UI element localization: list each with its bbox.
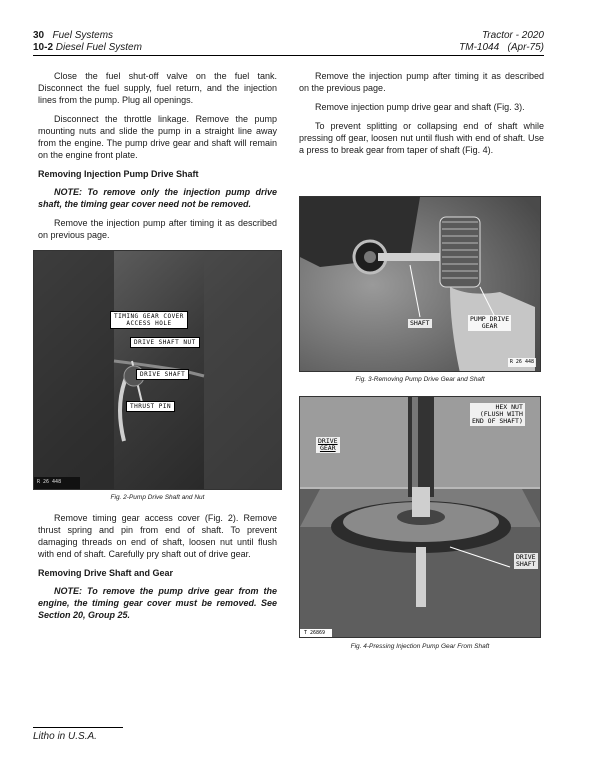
paragraph: Disconnect the throttle linkage. Remove the pump mounting nuts and slide the pump in a straight line away from the engine. The pump drive gear and shaft will remain on the engine front plate. [38, 114, 277, 160]
paragraph: Close the fuel shut-off valve on the fuel tank. Disconnect the fuel supply, fuel return, and the injection lines from the pump. Plug all openings. [38, 71, 277, 105]
figure-code: T 26869 [304, 630, 326, 636]
header-right [459, 30, 544, 54]
footer-text: Litho in U.S.A. [33, 731, 97, 742]
label-drive-shaft-nut: DRIVE SHAFT NUT [130, 337, 200, 348]
paragraph: Remove the injection pump after timing it as described on previous page. [38, 218, 277, 240]
header-left [33, 30, 142, 54]
figure-2-caption: Fig. 2-Pump Drive Shaft and Nut [110, 494, 205, 501]
note: NOTE: To remove only the injection pump drive shaft, the timing gear cover need not be removed. [38, 187, 277, 209]
label-timing-gear-cover: TIMING GEAR COVER ACCESS HOLE [110, 311, 188, 329]
figure-code: R 26 448 [37, 479, 62, 485]
label-thrust-pin: THRUST PIN [126, 401, 175, 412]
header-rule [33, 55, 544, 56]
figure-3-photo [299, 196, 541, 372]
figure-code: R 26 448 [509, 359, 534, 365]
figure-4-photo [299, 396, 541, 638]
figure-2-photo [33, 250, 282, 490]
left-column-continued [38, 512, 277, 628]
manual-number: TM-1044 (Apr-75) [459, 42, 544, 53]
note: NOTE: To remove the pump drive gear from the engine, the timing gear cover must be removed. See Section 20, Group 25. [38, 586, 277, 620]
group-title: Diesel Fuel System [55, 42, 142, 53]
paragraph: To prevent splitting or collapsing end of shaft while pressing off gear, loosen nut until flush with end of shaft. Use a press to break gear from taper of shaft (Fig. 4). [299, 121, 544, 155]
label-pump-drive-gear: PUMP DRIVE GEAR [470, 315, 510, 330]
group-number: 10-2 [33, 42, 54, 53]
paragraph: Remove the injection pump after timing it as described on the previous page. [299, 71, 544, 93]
model-name: Tractor - 2020 [481, 30, 544, 41]
label-drive-shaft: DRIVE SHAFT [516, 553, 536, 568]
section-heading: Removing Drive Shaft and Gear [38, 568, 174, 578]
figure-4-caption: Fig. 4-Pressing Injection Pump Gear From Shaft [350, 643, 490, 650]
section-title: Fuel Systems [52, 30, 114, 41]
footer-rule [33, 727, 123, 728]
page-number: 30 [33, 30, 45, 41]
figure-4-illustration [300, 397, 541, 638]
figure-3-illustration [300, 197, 541, 372]
label-hex-nut: HEX NUT (FLUSH WITH END OF SHAFT) [472, 403, 523, 425]
figure-3-caption: Fig. 3-Removing Pump Drive Gear and Shaft [355, 376, 485, 383]
label-drive-shaft: DRIVE SHAFT [136, 369, 189, 380]
right-column [299, 70, 544, 163]
left-column [38, 70, 277, 248]
label-drive-gear: DRIVE GEAR [318, 437, 338, 452]
label-shaft: SHAFT [410, 319, 430, 327]
paragraph: Remove injection pump drive gear and shaft (Fig. 3). [315, 102, 525, 112]
section-heading: Removing Injection Pump Drive Shaft [38, 169, 199, 179]
paragraph: Remove timing gear access cover (Fig. 2). Remove thrust spring and pin from end of shaft. To prevent damaging threads on end of shaft, loosen nut until flush with end of shaft. Carefully pry shaft out of drive gear. [38, 513, 277, 559]
